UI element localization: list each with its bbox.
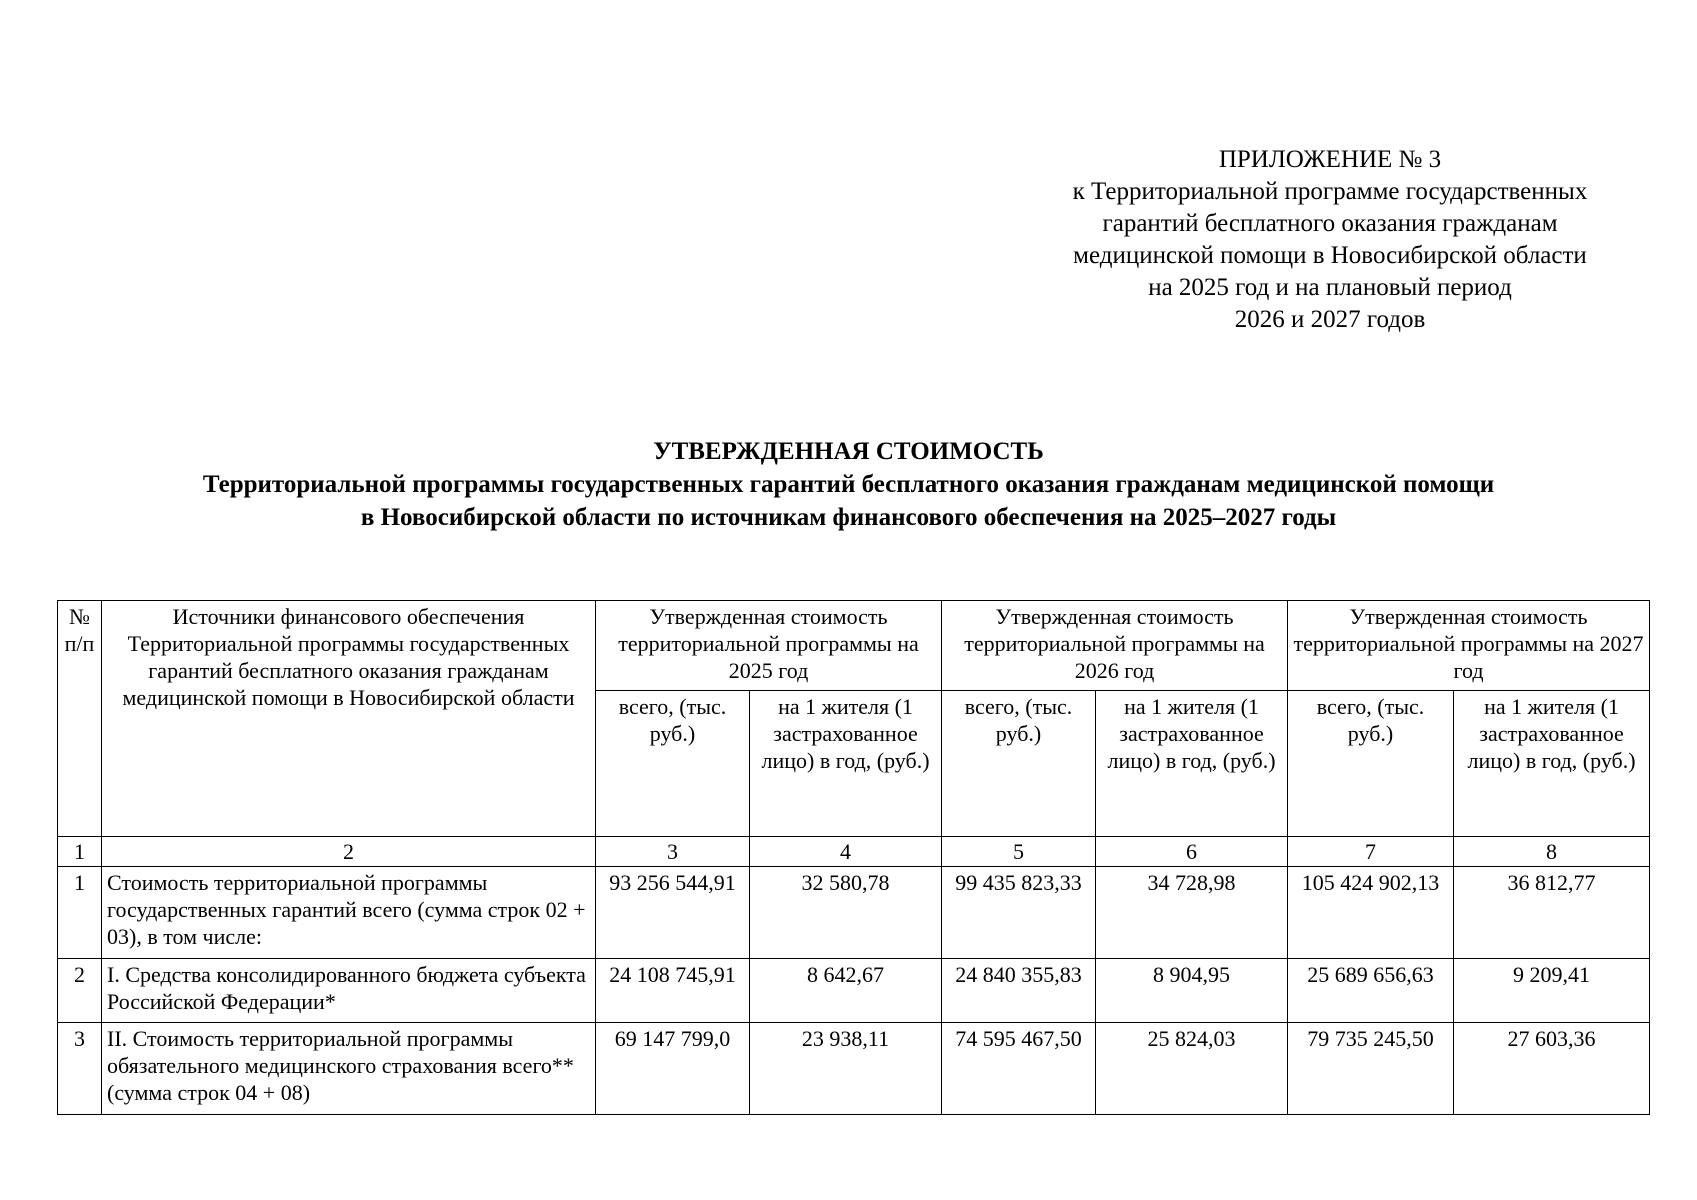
header-per-capita-2026: на 1 жителя (1 застрахованное лицо) в год, (руб.): [1096, 691, 1288, 837]
column-number: 3: [596, 837, 750, 867]
header-2027: Утвержденная стоимость территориальной программы на 2027 год: [1288, 601, 1650, 691]
row-number: 1: [58, 867, 102, 959]
appendix-line: на 2025 год и на плановый период: [1148, 274, 1512, 301]
header-2025: Утвержденная стоимость территориальной программы на 2025 год: [596, 601, 942, 691]
appendix-line: ПРИЛОЖЕНИЕ № 3: [1218, 146, 1442, 173]
per-capita-2026: 34 728,98: [1096, 867, 1288, 959]
appendix-line: гарантий бесплатного оказания гражданам: [1102, 210, 1558, 237]
total-2027: 25 689 656,63: [1288, 959, 1454, 1023]
row-source: Стоимость территориальной программы государственных гарантий всего (сумма строк 02 + 03), в том числе:: [102, 867, 596, 959]
total-2025: 93 256 544,91: [596, 867, 750, 959]
total-2025: 69 147 799,0: [596, 1023, 750, 1115]
title-line-3: в Новосибирской области по источникам финансового обеспечения на 2025–2027 годы: [360, 504, 1337, 531]
table-row: [58, 959, 1650, 1023]
appendix-line: к Территориальной программе государственных: [1072, 178, 1588, 205]
per-capita-2025: 8 642,67: [750, 959, 942, 1023]
document-title: [40, 435, 1657, 534]
total-2026: 74 595 467,50: [942, 1023, 1096, 1115]
column-number: 1: [58, 837, 102, 867]
total-2027: 79 735 245,50: [1288, 1023, 1454, 1115]
column-number: 7: [1288, 837, 1454, 867]
row-number: 2: [58, 959, 102, 1023]
per-capita-2027: 36 812,77: [1454, 867, 1650, 959]
column-number: 2: [102, 837, 596, 867]
column-number: 4: [750, 837, 942, 867]
column-number-row: [58, 837, 1650, 867]
row-source: II. Стоимость территориальной программы обязательного медицинского страхования всего** (сумма строк 04 + 08): [102, 1023, 596, 1115]
title-line-2: Территориальной программы государственных гарантий бесплатного оказания гражданам медицинской помощи: [202, 471, 1495, 498]
total-2026: 24 840 355,83: [942, 959, 1096, 1023]
per-capita-2025: 32 580,78: [750, 867, 942, 959]
table-row: [58, 867, 1650, 959]
appendix-heading: [1030, 144, 1630, 336]
header-total-2025: всего, (тыс. руб.): [596, 691, 750, 837]
table-row: [58, 1023, 1650, 1115]
total-2025: 24 108 745,91: [596, 959, 750, 1023]
per-capita-2026: 25 824,03: [1096, 1023, 1288, 1115]
column-number: 6: [1096, 837, 1288, 867]
header-2026: Утвержденная стоимость территориальной программы на 2026 год: [942, 601, 1288, 691]
column-number: 5: [942, 837, 1096, 867]
appendix-line: 2026 и 2027 годов: [1234, 306, 1426, 333]
row-source: I. Средства консолидированного бюджета субъекта Российской Федерации*: [102, 959, 596, 1023]
header-total-2026: всего, (тыс. руб.): [942, 691, 1096, 837]
per-capita-2025: 23 938,11: [750, 1023, 942, 1115]
per-capita-2027: 27 603,36: [1454, 1023, 1650, 1115]
title-line-1: УТВЕРЖДЕННАЯ СТОИМОСТЬ: [653, 438, 1044, 465]
header-per-capita-2025: на 1 жителя (1 застрахованное лицо) в год, (руб.): [750, 691, 942, 837]
header-per-capita-2027: на 1 жителя (1 застрахованное лицо) в год, (руб.): [1454, 691, 1650, 837]
header-num: № п/п: [58, 601, 102, 837]
header-source: Источники финансового обеспечения Территориальной программы государственных гарантий бесплатного оказания гражданам медицинской помощи в Новосибирской области: [102, 601, 596, 837]
per-capita-2027: 9 209,41: [1454, 959, 1650, 1023]
table-header-row: [58, 601, 1650, 691]
cost-table: [57, 600, 1650, 1115]
total-2026: 99 435 823,33: [942, 867, 1096, 959]
column-number: 8: [1454, 837, 1650, 867]
header-total-2027: всего, (тыс. руб.): [1288, 691, 1454, 837]
total-2027: 105 424 902,13: [1288, 867, 1454, 959]
per-capita-2026: 8 904,95: [1096, 959, 1288, 1023]
appendix-line: медицинской помощи в Новосибирской области: [1073, 242, 1587, 269]
row-number: 3: [58, 1023, 102, 1115]
